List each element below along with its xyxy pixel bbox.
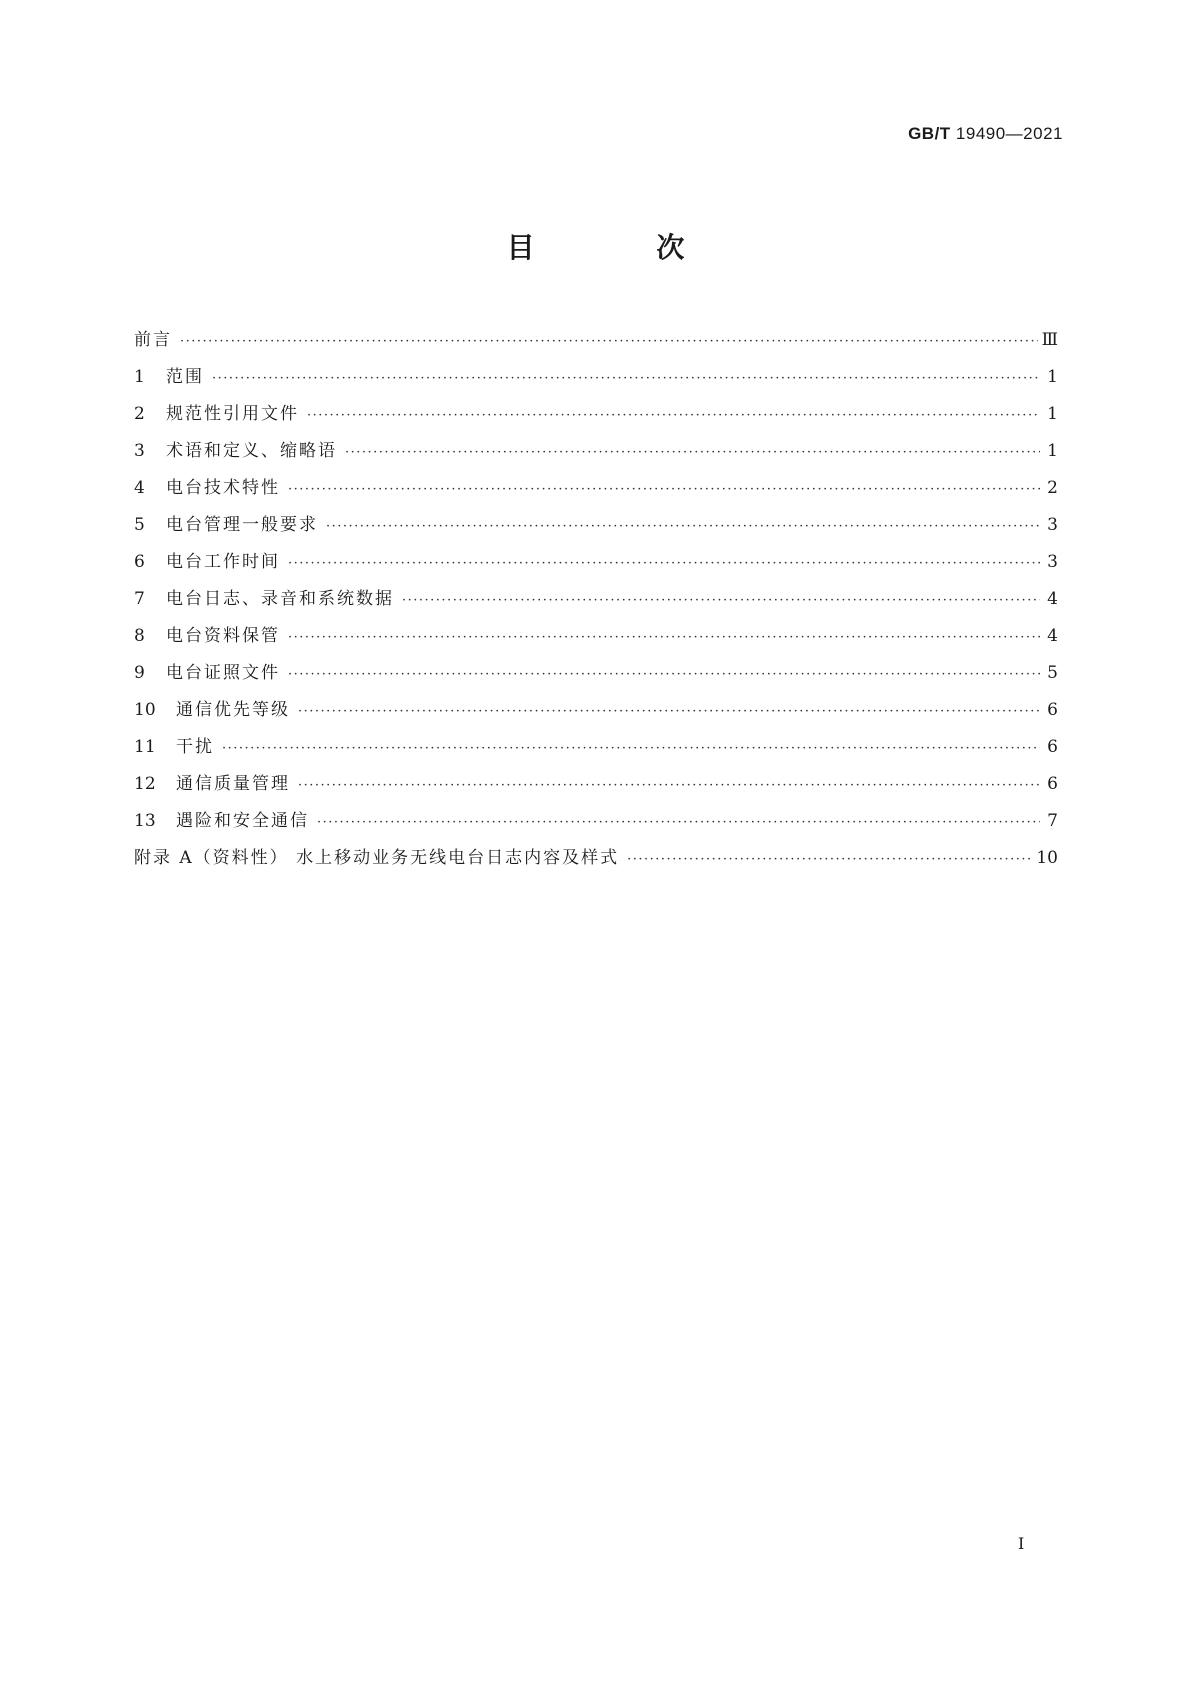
toc-entry-label: 规范性引用文件 (166, 404, 299, 424)
toc-entry-13[interactable] (134, 803, 1058, 840)
toc-entry-appendix-a[interactable] (134, 840, 1058, 877)
toc-entry-4[interactable] (134, 470, 1058, 507)
dot-leader (288, 471, 1040, 508)
toc-entry-label: 附录 A（资料性） 水上移动业务无线电台日志内容及样式 (134, 848, 620, 868)
dot-leader (317, 804, 1040, 841)
standard-code (908, 124, 1063, 144)
toc-entry-page: 3 (1047, 515, 1058, 535)
toc-entry-number: 11 (134, 737, 156, 757)
toc-entry-label: 遇险和安全通信 (176, 811, 309, 831)
dot-leader (180, 323, 1038, 360)
toc-entry-label: 前言 (134, 330, 172, 350)
toc-entry-9[interactable] (134, 655, 1058, 692)
toc-entry-preface[interactable] (134, 322, 1058, 359)
toc-entry-label: 术语和定义、缩略语 (166, 441, 337, 461)
toc-entry-label: 通信优先等级 (176, 700, 290, 720)
toc-entry-page: 4 (1047, 589, 1058, 609)
toc-entry-10[interactable] (134, 692, 1058, 729)
toc-entry-label: 电台管理一般要求 (166, 515, 318, 535)
toc-entry-number: 4 (134, 478, 145, 498)
dot-leader (288, 656, 1040, 693)
toc-entry-page: 1 (1047, 441, 1058, 461)
dot-leader (627, 841, 1032, 878)
toc-entry-page: 6 (1047, 700, 1058, 720)
dot-leader (288, 619, 1040, 656)
toc-entry-label: 干扰 (176, 737, 214, 757)
toc-entry-page: 2 (1047, 478, 1058, 498)
toc-entry-number: 5 (134, 515, 145, 535)
toc-entry-label: 电台日志、录音和系统数据 (166, 589, 394, 609)
toc-entry-page: 1 (1047, 404, 1058, 424)
page-title: 目 次 (506, 231, 741, 264)
dot-leader (345, 434, 1040, 471)
toc-entry-label: 范围 (166, 367, 204, 387)
toc-entry-label: 电台工作时间 (166, 552, 280, 572)
toc-entry-12[interactable] (134, 766, 1058, 803)
toc-entry-page: 4 (1047, 626, 1058, 646)
dot-leader (298, 767, 1040, 804)
page-number: I (1018, 1534, 1025, 1553)
standard-code-prefix: GB/T (908, 124, 951, 143)
toc-entry-page: 10 (1036, 848, 1058, 868)
toc-entry-page: 7 (1047, 811, 1058, 831)
toc-entry-label: 电台技术特性 (166, 478, 280, 498)
toc-entry-page: 6 (1047, 737, 1058, 757)
toc-entry-label: 电台证照文件 (166, 663, 280, 683)
toc-entry-page: 3 (1047, 552, 1058, 572)
toc-entry-number: 7 (134, 589, 145, 609)
dot-leader (222, 730, 1040, 767)
toc-entry-3[interactable] (134, 433, 1058, 470)
toc-entry-number: 8 (134, 626, 145, 646)
toc-entry-label: 通信质量管理 (176, 774, 290, 794)
dot-leader (212, 360, 1040, 397)
toc-entry-page: 6 (1047, 774, 1058, 794)
toc-entry-number: 6 (134, 552, 145, 572)
toc-entry-number: 1 (134, 367, 145, 387)
toc-entry-number: 13 (134, 811, 156, 831)
toc-entry-6[interactable] (134, 544, 1058, 581)
toc-entry-number: 12 (134, 774, 156, 794)
toc-entry-number: 9 (134, 663, 145, 683)
table-of-contents (134, 322, 1058, 877)
toc-entry-1[interactable] (134, 359, 1058, 396)
standard-code-number: 19490—2021 (955, 124, 1063, 143)
dot-leader (307, 397, 1040, 434)
toc-entry-5[interactable] (134, 507, 1058, 544)
toc-entry-7[interactable] (134, 581, 1058, 618)
toc-entry-number: 2 (134, 404, 145, 424)
dot-leader (288, 545, 1040, 582)
toc-entry-page: 5 (1047, 663, 1058, 683)
dot-leader (402, 582, 1040, 619)
toc-entry-2[interactable] (134, 396, 1058, 433)
dot-leader (326, 508, 1040, 545)
toc-entry-8[interactable] (134, 618, 1058, 655)
toc-entry-label: 电台资料保管 (166, 626, 280, 646)
toc-entry-11[interactable] (134, 729, 1058, 766)
toc-entry-number: 3 (134, 441, 145, 461)
toc-entry-number: 10 (134, 700, 156, 720)
toc-entry-page: 1 (1047, 367, 1058, 387)
toc-entry-page: Ⅲ (1041, 330, 1058, 350)
dot-leader (298, 693, 1040, 730)
